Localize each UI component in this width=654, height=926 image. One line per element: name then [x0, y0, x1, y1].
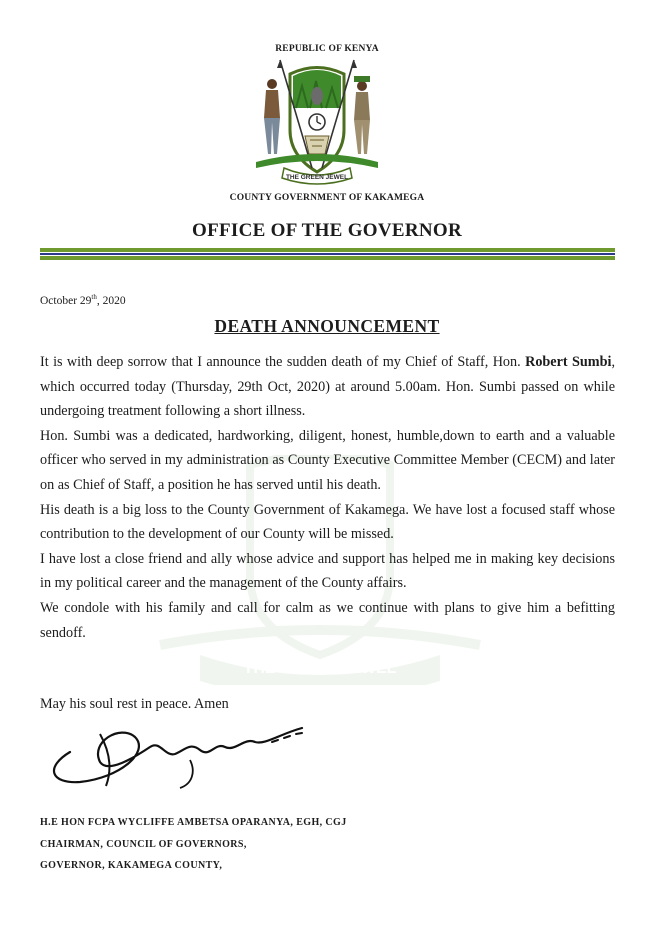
paragraph-3: His death is a big loss to the County Government of Kakamega. We have lost a focused staff whose contribution to the development of our County will be missed.	[40, 501, 615, 543]
republic-heading: REPUBLIC OF KENYA	[275, 44, 379, 54]
signatory-block	[40, 812, 347, 877]
header-divider-green-lower	[40, 256, 615, 260]
county-heading: COUNTY GOVERNMENT OF KAKAMEGA	[229, 193, 425, 203]
watermark-motto: THE GREEN JEWEL	[243, 660, 397, 677]
closing-line: May his soul rest in peace. Amen	[40, 696, 229, 712]
office-heading: OFFICE OF THE GOVERNOR	[192, 220, 462, 241]
header-divider-blue	[40, 253, 615, 255]
deceased-name: Robert Sumbi	[525, 354, 612, 370]
paragraph-1: It is with deep sorrow that I announce the sudden death of my Chief of Staff, Hon. Robert Sumbi, which occurred today (Thursday, 29th Oct, 2020) at around 5.00am. Hon. Sumbi passed on while undergoing treatment following a short illness.	[40, 354, 616, 420]
header-divider-green	[40, 248, 615, 252]
signatory-role-chairman: CHAIRMAN, COUNCIL OF GOVERNORS,	[40, 838, 247, 850]
handwritten-signature	[40, 712, 325, 792]
letter-title: DEATH ANNOUNCEMENT	[214, 316, 440, 336]
signatory-name: H.E HON FCPA WYCLIFFE AMBETSA OPARANYA, EGH, CGJ	[40, 817, 347, 828]
signatory-role-governor: GOVERNOR, KAKAMEGA COUNTY,	[40, 860, 223, 871]
paragraph-5: We condole with his family and call for calm as we continue with plans to give him a befitting sendoff.	[40, 599, 615, 641]
crest-motto: THE GREEN JEWEL	[285, 174, 349, 181]
paragraph-4: I have lost a close friend and ally whose advice and support has helped me in making key decisions in my political career and the management of the County affairs.	[40, 550, 615, 592]
paragraph-2: Hon. Sumbi was a dedicated, hardworking, diligent, honest, humble,down to earth and a valuable officer who served in my administration as County Executive Committee Member (CECM) and later on as Chief of Staff, a position he has served until his death.	[40, 427, 615, 493]
letter-body	[40, 350, 615, 645]
letter-date: October 29th, 2020	[40, 293, 126, 307]
county-crest-logo	[250, 56, 384, 190]
